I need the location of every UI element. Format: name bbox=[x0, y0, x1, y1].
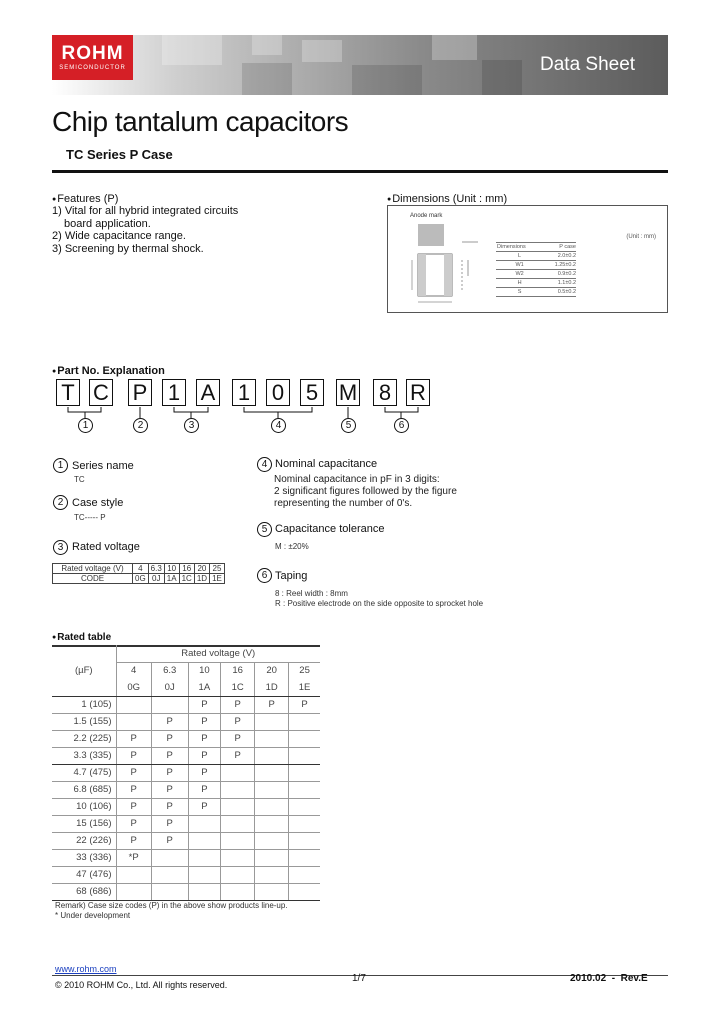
rating-cell bbox=[151, 696, 188, 713]
rating-cell bbox=[255, 815, 289, 832]
code-cell: 0J bbox=[148, 574, 164, 584]
code-cell: 1E bbox=[210, 574, 225, 584]
rating-cell bbox=[289, 849, 320, 866]
doc-type-label: Data Sheet bbox=[540, 54, 636, 75]
rated-code: 1E bbox=[289, 679, 320, 696]
rating-cell: P bbox=[116, 815, 151, 832]
rated-unit: (µF) bbox=[52, 662, 116, 679]
rated-code: 1C bbox=[221, 679, 255, 696]
rating-cell bbox=[255, 764, 289, 781]
table-row bbox=[52, 696, 320, 713]
voltage-label: Rated voltage (V) bbox=[53, 564, 133, 574]
feature-item: 2) Wide capacitance range. bbox=[52, 230, 186, 242]
note-text: * Under development bbox=[55, 911, 131, 920]
logo-text: ROHM bbox=[61, 43, 124, 64]
voltage-code-table bbox=[52, 563, 225, 584]
cap-cell: 2.2 (225) bbox=[52, 730, 116, 747]
rating-cell bbox=[255, 832, 289, 849]
dim-key: S bbox=[517, 289, 522, 295]
rating-cell bbox=[255, 730, 289, 747]
rated-volt: 4 bbox=[116, 662, 151, 679]
rated-corner bbox=[52, 679, 116, 696]
page-subtitle: TC Series P Case bbox=[66, 147, 173, 162]
rating-cell: P bbox=[221, 747, 255, 764]
part-char-box: M bbox=[336, 379, 360, 406]
rating-cell: P bbox=[188, 798, 221, 815]
part-char-box: A bbox=[196, 379, 220, 406]
rated-code: 1D bbox=[255, 679, 289, 696]
voltage-cell: 25 bbox=[210, 564, 225, 574]
part-no-heading: ● Part No. Explanation bbox=[52, 365, 165, 379]
rating-cell bbox=[188, 883, 221, 900]
dim-key: L bbox=[518, 253, 522, 259]
rated-table-body bbox=[52, 696, 320, 900]
dimensions-heading: ● Dimensions (Unit : mm) bbox=[387, 193, 507, 207]
table-row bbox=[52, 815, 320, 832]
part-char-box: P bbox=[128, 379, 152, 406]
cap-cell: 4.7 (475) bbox=[52, 764, 116, 781]
rating-cell bbox=[221, 832, 255, 849]
cap-cell: 33 (336) bbox=[52, 849, 116, 866]
feature-item: 1) Vital for all hybrid integrated circuits bbox=[52, 205, 239, 217]
part-char-box: 5 bbox=[300, 379, 324, 406]
rating-cell: P bbox=[116, 832, 151, 849]
cap-cell: 1 (105) bbox=[52, 696, 116, 713]
dim-value: P case bbox=[559, 244, 576, 250]
rating-cell: *P bbox=[116, 849, 151, 866]
cap-cell: 47 (476) bbox=[52, 866, 116, 883]
table-row bbox=[52, 798, 320, 815]
rating-cell: P bbox=[221, 713, 255, 730]
table-row bbox=[52, 781, 320, 798]
table-row bbox=[52, 713, 320, 730]
rated-volt: 10 bbox=[188, 662, 221, 679]
rating-cell bbox=[151, 866, 188, 883]
part-char-box: 0 bbox=[266, 379, 290, 406]
part-number-brackets bbox=[0, 0, 720, 440]
rated-code: 0J bbox=[151, 679, 188, 696]
rating-cell: P bbox=[116, 781, 151, 798]
marker-4: 4 bbox=[271, 418, 286, 433]
code-cell: 1A bbox=[164, 574, 179, 584]
rating-cell bbox=[255, 781, 289, 798]
rating-cell bbox=[255, 747, 289, 764]
rating-cell bbox=[255, 713, 289, 730]
anode-mark-label: Anode mark bbox=[410, 213, 443, 219]
part-char-box: R bbox=[406, 379, 430, 406]
series-name-value: TC bbox=[74, 475, 85, 484]
rating-cell bbox=[289, 713, 320, 730]
rating-cell: P bbox=[116, 730, 151, 747]
part-char-box: 1 bbox=[232, 379, 256, 406]
rating-cell bbox=[289, 747, 320, 764]
marker-4: 4 bbox=[257, 457, 272, 472]
rated-volt: 20 bbox=[255, 662, 289, 679]
table-row bbox=[52, 764, 320, 781]
cap-cell: 15 (156) bbox=[52, 815, 116, 832]
table-row bbox=[52, 883, 320, 900]
remark-text: Remark) Case size codes (P) in the above show products line-up. bbox=[55, 901, 288, 910]
rating-cell: P bbox=[151, 730, 188, 747]
part-char-box: 1 bbox=[162, 379, 186, 406]
cap-cell: 6.8 (685) bbox=[52, 781, 116, 798]
taping-line: 8 : Reel width : 8mm bbox=[275, 589, 348, 598]
rating-cell bbox=[289, 883, 320, 900]
voltage-cell: 20 bbox=[194, 564, 209, 574]
table-row bbox=[52, 832, 320, 849]
dim-value: 1.25±0.2 bbox=[554, 262, 576, 268]
cap-tolerance-value: M : ±20% bbox=[275, 542, 309, 551]
marker-1: 1 bbox=[53, 458, 68, 473]
rated-corner bbox=[52, 645, 116, 662]
rating-cell: P bbox=[289, 696, 320, 713]
rating-cell: P bbox=[188, 696, 221, 713]
marker-5: 5 bbox=[341, 418, 356, 433]
cap-cell: 22 (226) bbox=[52, 832, 116, 849]
rating-cell: P bbox=[188, 747, 221, 764]
taping-line: R : Positive electrode on the side opposite to sprocket hole bbox=[275, 599, 484, 608]
marker-1: 1 bbox=[78, 418, 93, 433]
rating-cell bbox=[289, 781, 320, 798]
rating-cell: P bbox=[151, 798, 188, 815]
rated-voltage-heading: Rated voltage bbox=[72, 541, 140, 553]
taping-heading: Taping bbox=[275, 570, 308, 582]
cap-cell: 3.3 (335) bbox=[52, 747, 116, 764]
rating-cell: P bbox=[221, 730, 255, 747]
dim-key: H bbox=[517, 280, 522, 286]
cap-cell: 68 (686) bbox=[52, 883, 116, 900]
rating-cell: P bbox=[116, 764, 151, 781]
rating-cell: P bbox=[221, 696, 255, 713]
rating-cell: P bbox=[188, 730, 221, 747]
page-number: 1/7 bbox=[352, 973, 366, 984]
rating-cell bbox=[116, 696, 151, 713]
table-row bbox=[52, 730, 320, 747]
footer-url-link[interactable]: www.rohm.com bbox=[55, 964, 117, 974]
table-row bbox=[52, 747, 320, 764]
rated-table bbox=[52, 645, 320, 901]
rating-cell bbox=[289, 798, 320, 815]
code-label: CODE bbox=[53, 574, 133, 584]
rating-cell: P bbox=[116, 798, 151, 815]
rating-cell bbox=[151, 883, 188, 900]
rating-cell bbox=[289, 866, 320, 883]
rating-cell bbox=[116, 866, 151, 883]
rating-cell bbox=[188, 849, 221, 866]
part-char-box: 8 bbox=[373, 379, 397, 406]
rating-cell: P bbox=[255, 696, 289, 713]
rating-cell bbox=[289, 730, 320, 747]
rating-cell bbox=[255, 798, 289, 815]
rating-cell bbox=[151, 849, 188, 866]
footer-copyright: © 2010 ROHM Co., Ltd. All rights reserved. bbox=[55, 980, 228, 990]
rating-cell bbox=[221, 849, 255, 866]
rating-cell: P bbox=[151, 815, 188, 832]
nominal-cap-text bbox=[274, 474, 457, 510]
code-cell: 0G bbox=[133, 574, 149, 584]
page-title: Chip tantalum capacitors bbox=[52, 106, 349, 137]
marker-6: 6 bbox=[394, 418, 409, 433]
rating-cell: P bbox=[151, 747, 188, 764]
dim-key: W1 bbox=[515, 262, 524, 268]
rating-cell bbox=[255, 849, 289, 866]
rated-code: 1A bbox=[188, 679, 221, 696]
nominal-line: representing the number of 0's. bbox=[274, 498, 413, 509]
logo-subtext: SEMICONDUCTOR bbox=[59, 65, 126, 71]
rated-volt: 25 bbox=[299, 665, 310, 677]
rated-volt: 16 bbox=[221, 662, 255, 679]
rating-cell bbox=[116, 713, 151, 730]
revision-label: 2010.02 - Rev.E bbox=[570, 973, 648, 984]
feature-item: board application. bbox=[64, 217, 151, 230]
marker-3: 3 bbox=[184, 418, 199, 433]
rating-cell: P bbox=[151, 781, 188, 798]
features-heading: ● Features (P) bbox=[52, 193, 118, 207]
rating-cell bbox=[255, 883, 289, 900]
part-char-box: C bbox=[89, 379, 113, 406]
cap-cell: 1.5 (155) bbox=[52, 713, 116, 730]
rating-cell bbox=[289, 764, 320, 781]
table-row bbox=[52, 849, 320, 866]
rating-cell: P bbox=[151, 713, 188, 730]
dim-key: Dimensions bbox=[497, 244, 526, 250]
cap-cell: 10 (106) bbox=[52, 798, 116, 815]
marker-2: 2 bbox=[133, 418, 148, 433]
rating-cell bbox=[289, 832, 320, 849]
marker-3: 3 bbox=[53, 540, 68, 555]
rating-cell bbox=[221, 781, 255, 798]
rated-code: 0G bbox=[116, 679, 151, 696]
table-row bbox=[52, 866, 320, 883]
part-char-box: T bbox=[56, 379, 80, 406]
cap-tolerance-heading: Capacitance tolerance bbox=[275, 523, 385, 535]
dim-key: W2 bbox=[515, 271, 524, 277]
voltage-cell: 6.3 bbox=[148, 564, 164, 574]
nominal-cap-heading: Nominal capacitance bbox=[275, 458, 378, 470]
case-style-value: TC----- P bbox=[74, 513, 106, 522]
rating-cell bbox=[221, 883, 255, 900]
dimension-unit: (Unit : mm) bbox=[626, 234, 656, 240]
rating-cell: P bbox=[151, 832, 188, 849]
rating-cell bbox=[116, 883, 151, 900]
rating-cell bbox=[188, 866, 221, 883]
rating-cell bbox=[188, 832, 221, 849]
voltage-cell: 16 bbox=[179, 564, 194, 574]
voltage-cell: 10 bbox=[164, 564, 179, 574]
nominal-line: 2 significant figures followed by the figure bbox=[274, 486, 457, 497]
dim-value: 0.5±0.2 bbox=[557, 289, 576, 295]
rated-voltage-title: Rated voltage (V) bbox=[116, 645, 320, 662]
rating-cell: P bbox=[116, 747, 151, 764]
code-cell: 1D bbox=[194, 574, 209, 584]
rating-cell: P bbox=[188, 781, 221, 798]
taping-text bbox=[275, 589, 483, 609]
marker-5: 5 bbox=[257, 522, 272, 537]
dim-value: 2.0±0.2 bbox=[557, 253, 576, 259]
rating-cell: P bbox=[188, 764, 221, 781]
rated-table-heading: ● Rated table bbox=[52, 632, 111, 643]
dim-value: 1.1±0.2 bbox=[557, 280, 576, 286]
marker-6: 6 bbox=[257, 568, 272, 583]
rating-cell bbox=[289, 815, 320, 832]
feature-item: 3) Screening by thermal shock. bbox=[52, 242, 204, 255]
rating-cell bbox=[221, 764, 255, 781]
rating-cell bbox=[221, 798, 255, 815]
rating-cell bbox=[221, 815, 255, 832]
rated-volt: 6.3 bbox=[151, 662, 188, 679]
marker-2: 2 bbox=[53, 495, 68, 510]
rating-cell: P bbox=[151, 764, 188, 781]
series-name-heading: Series name bbox=[72, 460, 134, 472]
code-cell: 1C bbox=[179, 574, 194, 584]
rating-cell bbox=[255, 866, 289, 883]
rated-table-notes bbox=[55, 901, 288, 921]
rating-cell: P bbox=[188, 713, 221, 730]
rating-cell bbox=[188, 815, 221, 832]
rating-cell bbox=[221, 866, 255, 883]
voltage-cell: 4 bbox=[133, 564, 149, 574]
nominal-line: Nominal capacitance in pF in 3 digits: bbox=[274, 474, 440, 485]
case-style-heading: Case style bbox=[72, 497, 124, 509]
dim-value: 0.9±0.2 bbox=[557, 271, 576, 277]
